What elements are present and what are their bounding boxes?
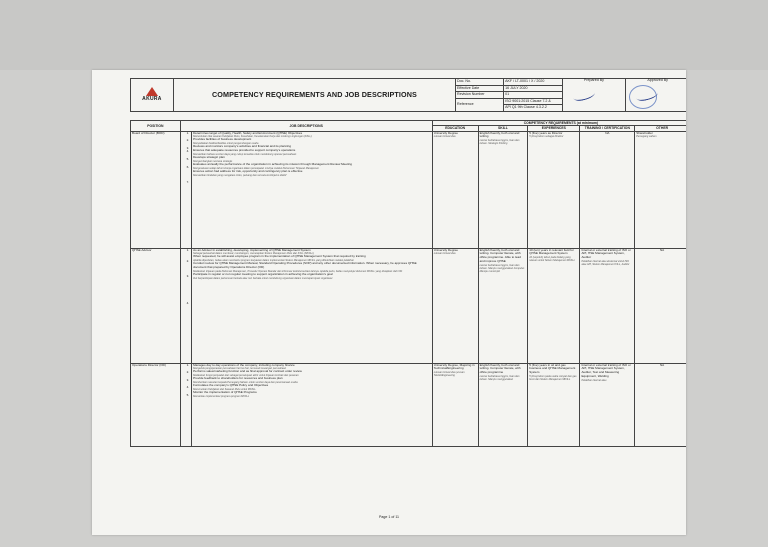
- task-number: 3.: [186, 377, 190, 382]
- skill-translation: Lancar berbahasa Inggris, lisan dan tulisan. Mampu menggunakan komputer. Mampu memimpin: [479, 263, 525, 273]
- experience-cell: [528, 131, 580, 248]
- task-text: Performs sales/marketing function and as final approval for contract order review: [193, 369, 302, 374]
- other-cell: [635, 131, 686, 248]
- task-text: Ensures action had address for risk, opportunity and contingency plan is effective: [193, 168, 303, 173]
- skill-text: English fluently, both oral and writing: [479, 130, 520, 139]
- job-description-cell: [192, 131, 433, 248]
- col-other: OTHER: [635, 126, 686, 131]
- logo-triangle-icon: [144, 87, 160, 96]
- education-cell: [432, 131, 478, 248]
- task-translation: Mengembangkan rencana strategis: [193, 159, 233, 163]
- task-text: Monitor the implementation of QHSE Programs: [193, 390, 257, 395]
- education-text: University Degree, Majoring in Technical/Engineering: [433, 362, 475, 371]
- education-cell: [432, 363, 478, 446]
- task-number: 1.: [186, 247, 190, 252]
- task-number: 1.: [186, 130, 190, 135]
- meta-value: AKF / LT-0001 / X / 2020: [504, 79, 563, 86]
- task-number: 1.: [186, 362, 190, 367]
- task-number: 4.: [186, 385, 190, 390]
- education-translation: Lulusan Universitas: [433, 135, 456, 139]
- col-education: EDUCATION: [432, 126, 478, 131]
- logo-text: AKURA: [142, 96, 162, 103]
- task-text: Formulates the company's QHSE Policy and Objectives: [193, 383, 269, 388]
- skill-cell: [478, 131, 528, 248]
- task-number: 5.: [186, 392, 190, 397]
- training-cell: NA: [580, 131, 635, 248]
- meta-label: Revision Number: [455, 92, 503, 99]
- competency-table: [130, 120, 686, 447]
- job-description-cell: [192, 363, 433, 446]
- skill-cell: [478, 248, 528, 363]
- prepared-label: Prepared By: [583, 78, 604, 82]
- training-cell: [580, 363, 635, 446]
- task-numbers: [180, 363, 191, 446]
- task-number: 3.: [186, 145, 190, 150]
- skill-translation: Lancar berbahasa Inggris, lisan dan tulisan. Mampu menggunakan: [479, 374, 520, 382]
- training-translation: Pelatihan internal atau eksternal untuk ISO atau API, Sistem Manajemen K3LL, Auditor: [581, 259, 630, 267]
- meta-value: 16 JULY 2020: [504, 85, 563, 92]
- approved-label: Approved By: [647, 78, 668, 82]
- skill-cell: [478, 363, 528, 446]
- task-text: Provides facilities of business development: [193, 137, 252, 142]
- col-skill: SKILL: [478, 126, 528, 131]
- experience-text: 10 (ten) years in relevant field for QHSE Management System: [529, 247, 574, 256]
- task-translation: Menentukan nilai sasaran Kebijakan Mutu, Kesehatan, Keselamatan Kerja dan Lindung Lingkungan (K3LL): [193, 135, 312, 139]
- task-translation: Memastikan bahwa sumber daya yang cukup tersedia untuk mendukung operasi perusahaan: [193, 152, 297, 156]
- other-translation: Pemegang saham: [636, 135, 657, 139]
- skill-text: English fluently, both oral and writing. Computer literate, with office programme: [479, 362, 521, 375]
- task-translation: Ikut berpartisipasi dalam pertemuan berkala atau non berkala untuk mendukung organisasi dalam mencapai tujuan organisasi: [193, 276, 333, 280]
- experience-cell: [528, 248, 580, 363]
- meta-label: Reference: [455, 98, 503, 111]
- task-translation: Merumuskan Kebijakan dan Sasaran Mutu untuk MK3LL: [193, 388, 256, 392]
- table-row: [131, 248, 687, 363]
- task-number: 6.: [186, 164, 190, 169]
- task-translation: Apabila diperlukan, beliau akan membantu program karyawan dalam implementasi Sistem Manajemen MK3LL yang dibutuhkan melalui pelatihan: [193, 259, 354, 263]
- task-translation: Melakukan tinjauan pada Pedoman Manajemen, Prosedur Operasi Standar dan informasi terdokumentasi lainnya. Apabila perlu, beliau menyetujui dokumen MK3LL yang disiapkan oleh OD: [193, 269, 403, 273]
- task-text: Participate in regular or non regular meeting to support organization in achieving the organization's goal: [193, 272, 333, 277]
- document-title: COMPETENCY REQUIREMENTS AND JOB DESCRIPTIONS: [173, 79, 455, 112]
- job-description-cell: [192, 248, 433, 363]
- task-text: When requested, he will assist employee program in the implementation of QHSE Management System that required by training: [193, 254, 366, 259]
- task-numbers: [180, 131, 191, 248]
- task-number: 7.: [186, 179, 190, 184]
- position-cell: Board of Director (BOD): [131, 131, 181, 248]
- position-cell: QHSE Advisor: [131, 248, 181, 363]
- company-logo: [131, 79, 174, 112]
- approved-by-signature: [626, 79, 686, 112]
- task-text: Determines target of Quality, Health, Safety and Environment (QHSE) Objectives: [193, 130, 303, 135]
- task-number: 2.: [186, 138, 190, 143]
- task-number: 4.: [186, 300, 190, 305]
- meta-label: Doc. No.: [455, 79, 503, 86]
- skill-translation: Lancar berbahasa Inggris, lisan dan tulisan. Strategic thinking: [479, 139, 520, 146]
- task-number: 2.: [186, 370, 190, 375]
- other-text: Shareholder: [636, 130, 653, 135]
- other-cell: NA: [635, 248, 686, 363]
- task-translation: Menyediakan fasilitas/fasilitas untuk pengembangan usaha: [193, 142, 259, 146]
- education-translation: Lulusan Universitas: [433, 252, 456, 256]
- task-text: Reviews and monitors company's activities and financial and its planning: [193, 144, 292, 149]
- experience-translation: 5 (lima) tahun sebagai Direktur: [529, 135, 564, 139]
- task-translation: Melakukan fungsi penjualan dan sebagai persetujuan akhir untuk tinjauan kontrak dan pesanan: [193, 374, 299, 378]
- task-numbers: [180, 248, 191, 363]
- experience-translation: 5 (lima) tahun pada usaha minyak dan gas bumi dan Sistem Manajemen MK3LL: [529, 374, 577, 382]
- education-text: University Degree: [433, 130, 458, 135]
- task-text: Evaluates annually the performance of the organization in achieving its mission through Management Review Meeting: [193, 161, 352, 166]
- experience-text: 5 (five) years in oil and gas business and QHSE Management System: [529, 362, 576, 375]
- task-text: Manages day to day operations of the company, including company finance: [193, 362, 295, 367]
- education-translation: Lulusan Universitas jurusan Teknik/Engineering: [433, 371, 465, 378]
- experience-cell: [528, 363, 580, 446]
- task-text: Ensures that adequate resources provided to support company's operations: [193, 148, 296, 153]
- document-header: [130, 78, 686, 112]
- table-row: [131, 131, 687, 248]
- training-text: Internal or external training of ISO or API, HSE Management System, Auditor, Test and Measuring Equipment, Welding: [581, 362, 631, 378]
- training-cell: [580, 248, 635, 363]
- meta-value: ISO 9001:2015 Clause 7.2 &: [504, 98, 563, 105]
- background-top: [0, 0, 768, 70]
- prepared-by-signature: [562, 79, 626, 112]
- task-translation: Memantau implementasi program-program MK3LL: [193, 394, 250, 398]
- task-translation: Memastikan tindakan yang mengatasi risiko, peluang dan rencana kontinjensi efektif: [193, 173, 287, 177]
- meta-value: API Q1 9th Clause 4.3.2.2: [504, 105, 563, 112]
- task-translation: Sebagai penasehat dalam membuat, membangun, menerapkan Sistem Manajemen Mutu dan K3LL (MK3LL): [193, 252, 314, 256]
- experience-text: 5 (five) years as Director: [529, 130, 563, 135]
- page-number: Page 1 of 11: [378, 515, 400, 519]
- task-translation: Mengelola pengoperasian perusahaan hari ke hari, termasuk keuangan perusahaan: [193, 367, 287, 371]
- task-number: 5.: [186, 157, 190, 162]
- education-text: University Degree: [433, 247, 458, 252]
- signature-scribble: [572, 88, 596, 102]
- col-experiences: EXPERIENCES: [528, 126, 580, 131]
- education-cell: [432, 248, 478, 363]
- col-position: POSITION: [131, 121, 181, 132]
- meta-value: 01: [504, 92, 563, 99]
- task-number: 3.: [186, 274, 190, 279]
- skill-text: English fluently, both oral and writing. Computer literate, with office programme. Able to lead and improve QHSE: [479, 247, 521, 263]
- document-page: [92, 70, 686, 535]
- col-competency: COMPETENCY REQUIREMENTS (at minimum): [432, 121, 686, 126]
- task-text: Develops strategic plan: [193, 155, 225, 160]
- task-translation: Mengevaluasi setiap tahun kinerja organisasi dalam pencapaian misinya melalui Pertemuan Tinjauan Manajemen: [193, 166, 319, 170]
- meta-label: Effective Date: [455, 85, 503, 92]
- training-text: Internal or external training of ISO or API, HSE Management System, Auditor: [581, 247, 631, 260]
- experience-translation: 10 (sepuluh) tahun pada bidang yang relevan untuk Sistem Manajemen MK3LL: [529, 256, 575, 263]
- col-job-descriptions: JOB DESCRIPTIONS: [180, 121, 432, 132]
- task-number: 2.: [186, 258, 190, 263]
- training-translation: Pelatihan internal atau: [581, 378, 607, 382]
- table-row: [131, 363, 687, 446]
- task-text: Provide feedback to shareholders for resources and business plan: [193, 376, 283, 381]
- task-text: Conduct review for QHSE Management Manual, Standard Operating Procedures (SOP) and any other documented information. When necessary, he approves QHSE document that prepared by Operations Director (OD): [193, 261, 417, 270]
- position-cell: Operations Director (OD): [131, 363, 181, 446]
- task-text: As an Advisor in establishing, developing, implementing of QHSE Management System: [193, 247, 311, 252]
- task-number: 4.: [186, 149, 190, 154]
- col-training: TRAINING / CERTIFICATION: [580, 126, 635, 131]
- other-cell: NA: [635, 363, 686, 446]
- task-translation: Memberikan masukan kepada Pemegang Saham untuk sumber daya dan perencanaan usaha: [193, 381, 298, 385]
